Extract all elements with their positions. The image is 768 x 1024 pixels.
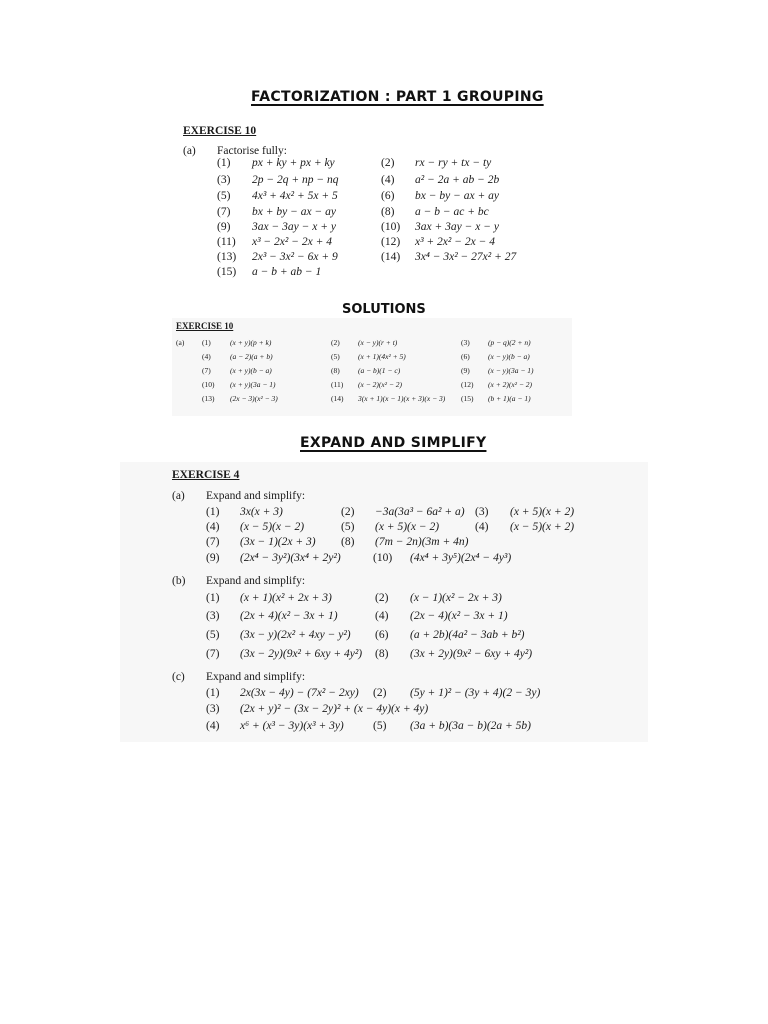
- question-number: (9): [206, 552, 220, 564]
- question-number: (4): [206, 720, 220, 732]
- solution-number: (9): [461, 366, 470, 375]
- solution-expression: (x − 2)(x² − 2): [358, 380, 403, 389]
- question-expression: (5y + 1)² − (3y + 4)(2 − 3y): [410, 687, 541, 699]
- question-expression: x⁶ + (x³ − 3y)(x³ + 3y): [240, 720, 344, 732]
- solutions-part-label: (a): [176, 338, 185, 347]
- solution-expression: (p − q)(2 + n): [488, 338, 531, 347]
- question-number: (7): [206, 536, 220, 548]
- question-expression: bx − by − ax + ay: [415, 190, 499, 202]
- question-expression: (x + 1)(x² + 2x + 3): [240, 592, 332, 604]
- question-number: (4): [206, 521, 220, 533]
- question-expression: (x + 5)(x + 2): [510, 506, 575, 518]
- question-number: (8): [341, 536, 355, 548]
- question-expression: 2p − 2q + np − nq: [252, 174, 339, 186]
- solution-number: (11): [331, 380, 344, 389]
- solution-expression: (x + 1)(4x² + 5): [358, 352, 406, 361]
- question-expression: (x − 5)(x + 2): [510, 521, 575, 533]
- question-expression: a − b + ab − 1: [252, 266, 322, 278]
- solution-expression: (a − b)(1 − c): [358, 366, 401, 375]
- question-expression: (2x⁴ − 3y²)(3x⁴ + 2y²): [240, 552, 341, 564]
- part-a-label: (a): [183, 145, 196, 157]
- question-expression: (3x + 2y)(9x² − 6xy + 4y²): [410, 648, 533, 660]
- question-expression: (a + 2b)(4a² − 3ab + b²): [410, 629, 525, 641]
- expand-title: EXPAND AND SIMPLIFY: [300, 435, 487, 451]
- question-number: (11): [217, 236, 236, 248]
- question-expression: a² − 2a + ab − 2b: [415, 174, 500, 186]
- question-expression: (7m − 2n)(3m + 4n): [375, 536, 469, 548]
- instruction: Expand and simplify:: [206, 575, 306, 587]
- question-expression: x³ + 2x² − 2x − 4: [415, 236, 495, 248]
- solutions-exercise-label: EXERCISE 10: [176, 321, 234, 331]
- solution-expression: (2x − 3)(x² − 3): [230, 394, 278, 403]
- question-number: (10): [373, 552, 393, 564]
- question-expression: (3a + b)(3a − b)(2a + 5b): [410, 720, 532, 732]
- part-a-label: (a): [172, 490, 185, 502]
- question-number: (4): [381, 174, 395, 186]
- question-number: (2): [381, 157, 395, 169]
- solution-expression: (x − y)(b − a): [488, 352, 530, 361]
- solution-expression: 3(x + 1)(x − 1)(x + 3)(x − 3): [358, 394, 446, 403]
- question-number: (4): [375, 610, 389, 622]
- solution-number: (6): [461, 352, 470, 361]
- question-expression: 3x(x + 3): [240, 506, 283, 518]
- question-number: (2): [341, 506, 355, 518]
- question-expression: (x − 1)(x² − 2x + 3): [410, 592, 502, 604]
- question-expression: (3x − y)(2x² + 4xy − y²): [240, 629, 351, 641]
- question-expression: (x + 5)(x − 2): [375, 521, 440, 533]
- question-number: (3): [475, 506, 489, 518]
- solution-expression: (x + y)(p + k): [230, 338, 272, 347]
- question-expression: (x − 5)(x − 2): [240, 521, 305, 533]
- solution-number: (4): [202, 352, 211, 361]
- solution-expression: (x + 2)(x² − 2): [488, 380, 533, 389]
- solution-number: (13): [202, 394, 215, 403]
- solution-expression: (x − y)(r + t): [358, 338, 398, 347]
- question-number: (6): [375, 629, 389, 641]
- question-number: (3): [206, 610, 220, 622]
- question-expression: bx + by − ax − ay: [252, 206, 336, 218]
- question-expression: (3x − 2y)(9x² + 6xy + 4y²): [240, 648, 363, 660]
- solution-number: (1): [202, 338, 211, 347]
- solution-expression: (x − y)(3a − 1): [488, 366, 534, 375]
- question-expression: rx − ry + tx − ty: [415, 157, 492, 169]
- question-number: (5): [206, 629, 220, 641]
- solution-number: (12): [461, 380, 474, 389]
- question-number: (9): [217, 221, 231, 233]
- question-expression: (4x⁴ + 3y⁵)(2x⁴ − 4y³): [410, 552, 512, 564]
- exercise-4-label: EXERCISE 4: [172, 469, 240, 481]
- question-expression: 3x⁴ − 3x² − 27x² + 27: [415, 251, 517, 263]
- question-number: (5): [217, 190, 231, 202]
- solution-expression: (x + y)(b − a): [230, 366, 272, 375]
- question-expression: 3ax + 3ay − x − y: [415, 221, 499, 233]
- question-number: (1): [206, 592, 220, 604]
- solution-number: (2): [331, 338, 340, 347]
- solution-expression: (a − 2)(a + b): [230, 352, 273, 361]
- solution-number: (15): [461, 394, 474, 403]
- solution-expression: (b + 1)(a − 1): [488, 394, 531, 403]
- solution-number: (10): [202, 380, 215, 389]
- question-expression: 2x(3x − 4y) − (7x² − 2xy): [240, 687, 359, 699]
- question-number: (1): [206, 687, 220, 699]
- question-number: (8): [381, 206, 395, 218]
- instruction: Expand and simplify:: [206, 490, 306, 502]
- question-number: (8): [375, 648, 389, 660]
- question-expression: x³ − 2x² − 2x + 4: [252, 236, 332, 248]
- question-number: (7): [217, 206, 231, 218]
- question-expression: (2x − 4)(x² − 3x + 1): [410, 610, 508, 622]
- question-number: (1): [217, 157, 231, 169]
- solution-expression: (x + y)(3a − 1): [230, 380, 276, 389]
- question-expression: 2x³ − 3x² − 6x + 9: [252, 251, 338, 263]
- instruction: Expand and simplify:: [206, 671, 306, 683]
- question-expression: (2x + 4)(x² − 3x + 1): [240, 610, 338, 622]
- question-number: (2): [373, 687, 387, 699]
- question-number: (6): [381, 190, 395, 202]
- page-title: FACTORIZATION : PART 1 GROUPING: [251, 89, 544, 105]
- question-number: (2): [375, 592, 389, 604]
- question-number: (4): [475, 521, 489, 533]
- solution-number: (5): [331, 352, 340, 361]
- solution-number: (8): [331, 366, 340, 375]
- question-number: (10): [381, 221, 401, 233]
- question-expression: (3x − 1)(2x + 3): [240, 536, 316, 548]
- question-number: (14): [381, 251, 401, 263]
- part-c-label: (c): [172, 671, 185, 683]
- question-number: (15): [217, 266, 237, 278]
- question-expression: px + ky + px + ky: [252, 157, 335, 169]
- solutions-title: SOLUTIONS: [342, 302, 426, 317]
- solution-number: (7): [202, 366, 211, 375]
- question-expression: −3a(3a³ − 6a² + a): [375, 506, 465, 518]
- question-number: (7): [206, 648, 220, 660]
- question-number: (12): [381, 236, 401, 248]
- instruction: Factorise fully:: [217, 145, 287, 157]
- question-number: (3): [217, 174, 231, 186]
- question-expression: 3ax − 3ay − x + y: [252, 221, 336, 233]
- question-number: (13): [217, 251, 237, 263]
- question-expression: a − b − ac + bc: [415, 206, 489, 218]
- solution-number: (14): [331, 394, 344, 403]
- part-b-label: (b): [172, 575, 186, 587]
- question-expression: (2x + y)² − (3x − 2y)² + (x − 4y)(x + 4y): [240, 703, 429, 715]
- solution-number: (3): [461, 338, 470, 347]
- question-number: (5): [341, 521, 355, 533]
- question-number: (3): [206, 703, 220, 715]
- question-expression: 4x³ + 4x² + 5x + 5: [252, 190, 338, 202]
- exercise-10-label: EXERCISE 10: [183, 125, 257, 137]
- question-number: (5): [373, 720, 387, 732]
- question-number: (1): [206, 506, 220, 518]
